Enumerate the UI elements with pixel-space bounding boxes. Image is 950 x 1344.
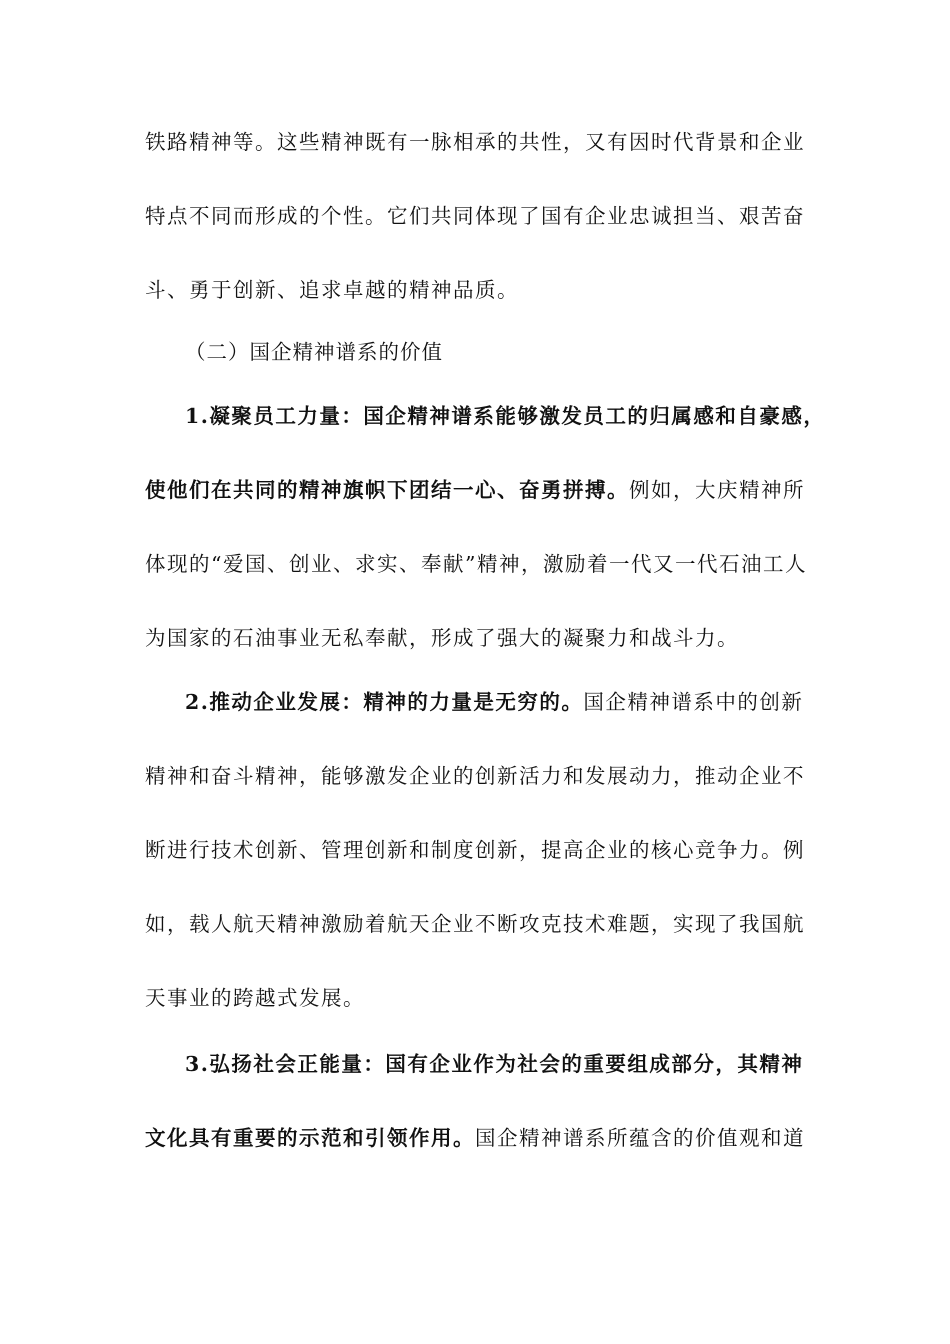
section-heading <box>185 336 865 368</box>
bold-text-span: 使他们在共同的精神旗帜下团结一心、奋勇拼搏。 <box>145 478 629 502</box>
text-line <box>145 548 825 580</box>
text-line <box>185 1048 865 1080</box>
bold-text-span: 1.凝聚员工力量：国企精神谱系能够激发员工的归属感和自豪感， <box>185 404 826 428</box>
text-line <box>145 908 825 940</box>
text-span: 精神和奋斗精神，能够激发企业的创新活力和发展动力，推动企业不 <box>145 764 805 788</box>
text-line <box>145 982 825 1014</box>
heading-text: （二）国企精神谱系的价值 <box>185 340 443 364</box>
bold-text-span: 2.推动企业发展：精神的力量是无穷的。 <box>185 690 584 714</box>
text-line <box>145 474 825 506</box>
text-span: 体现的“爱国、创业、求实、奉献”精神，激励着一代又一代石油工人 <box>145 552 807 576</box>
text-line <box>145 760 825 792</box>
text-line <box>145 200 825 232</box>
text-span: 断进行技术创新、管理创新和制度创新，提高企业的核心竞争力。例 <box>145 838 805 862</box>
bold-text-span: 文化具有重要的示范和引领作用。 <box>145 1126 475 1150</box>
text-line <box>185 400 865 432</box>
text-span: 天事业的跨越式发展。 <box>145 986 365 1010</box>
text-line <box>145 622 825 654</box>
text-span: 国企精神谱系中的创新 <box>583 690 804 714</box>
text-span: 为国家的石油事业无私奉献，形成了强大的凝聚力和战斗力。 <box>145 626 739 650</box>
text-line <box>145 834 825 866</box>
text-line <box>145 274 825 306</box>
text-line <box>145 1122 825 1154</box>
bold-text-span: 3.弘扬社会正能量：国有企业作为社会的重要组成部分，其精神 <box>185 1052 804 1076</box>
text-span: 如，载人航天精神激励着航天企业不断攻克技术难题，实现了我国航 <box>145 912 805 936</box>
text-span: 铁路精神等。这些精神既有一脉相承的共性，又有因时代背景和企业 <box>145 130 805 154</box>
text-span: 斗、勇于创新、追求卓越的精神品质。 <box>145 278 519 302</box>
text-span: 特点不同而形成的个性。它们共同体现了国有企业忠诚担当、艰苦奋 <box>145 204 805 228</box>
text-line <box>185 686 865 718</box>
text-line <box>145 126 825 158</box>
text-span: 例如，大庆精神所 <box>629 478 805 502</box>
text-span: 国企精神谱系所蕴含的价值观和道 <box>475 1126 805 1150</box>
